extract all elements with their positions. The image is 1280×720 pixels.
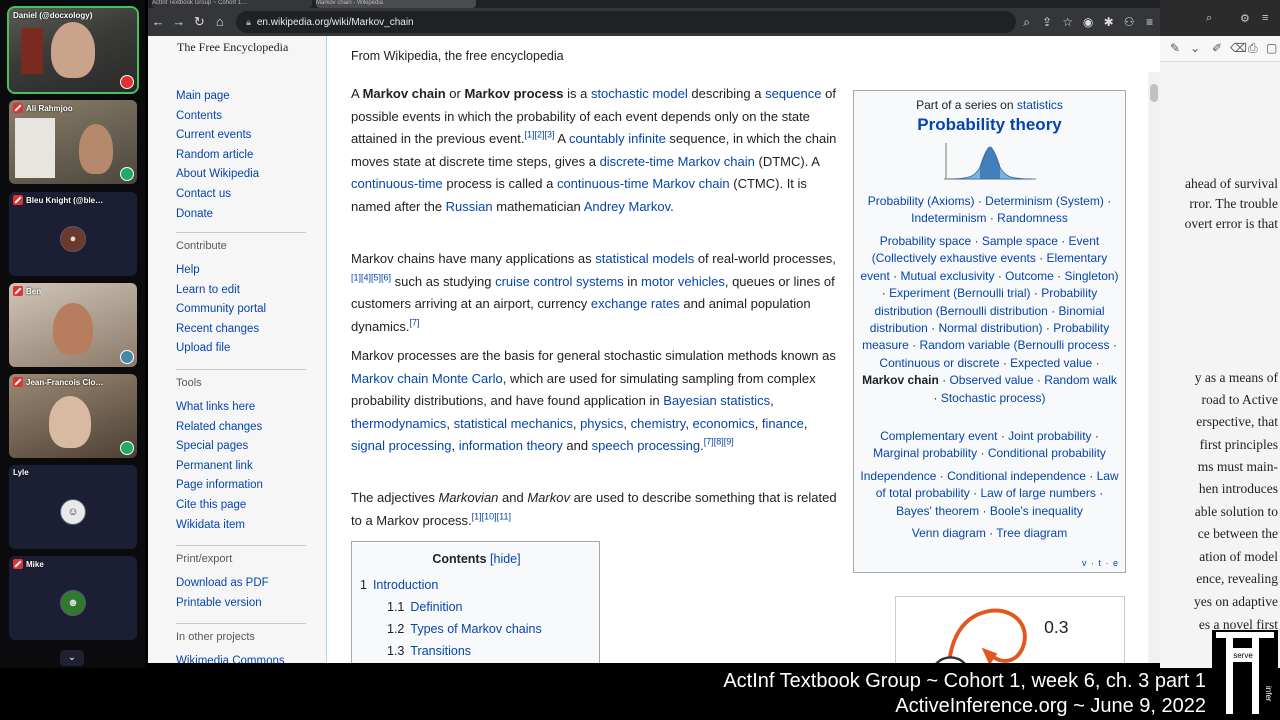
mic-muted-icon [13, 377, 23, 387]
chevron-down-icon[interactable]: ⌄ [60, 650, 84, 666]
avatar: ☻ [60, 590, 86, 616]
pdf-text-line: hen introduces [1198, 481, 1278, 496]
mic-muted-icon [13, 286, 23, 296]
article-paragraph: A Markov chain or Markov process is a stochastic model describing a sequence of possible events in which the probability of each event depends only on the state attained in the previous event.[1][2][3] A countably infinite sequence, in which the chain moves state at discrete time steps, gives a discrete-time Markov chain (DTMC). A continuous-time process is called a continuous-time Markov chain (CTMC). It is named after the Russian mathematician Andrey Markov. [351, 86, 837, 214]
sidebar-link[interactable]: Help [176, 264, 200, 276]
mic-muted-icon [13, 195, 23, 205]
article-link[interactable]: Bayesian statistics [663, 393, 771, 408]
share-icon[interactable]: ⇪ [1042, 15, 1053, 29]
wiki-logo-subtitle: The Free Encyclopedia [177, 40, 289, 54]
article-link[interactable]: economics [692, 415, 755, 431]
article-link[interactable]: Andrey Markov [583, 198, 671, 214]
article-link[interactable]: discrete-time Markov chain [599, 153, 755, 169]
article-link[interactable]: signal processing [351, 438, 452, 453]
participant-tile[interactable] [9, 556, 137, 640]
sidebar-link[interactable]: Recent changes [176, 322, 260, 335]
infobox-link[interactable]: Stochastic process) [940, 390, 1046, 405]
infobox-link[interactable]: Venn diagram [911, 526, 986, 540]
participant-name: Ben [13, 286, 41, 296]
menu-icon[interactable]: ≡ [1146, 15, 1154, 29]
infobox-link[interactable]: Elementary event [860, 251, 1108, 283]
article-link[interactable]: exchange rates [590, 296, 680, 311]
article-link[interactable]: chemistry [630, 415, 686, 431]
participant-tile[interactable] [9, 100, 137, 184]
pdf-text-line: erspective, that [1196, 414, 1278, 429]
article-link[interactable]: cruise control systems [495, 273, 624, 289]
status-badge [120, 350, 134, 364]
logo-text: act [1216, 689, 1225, 700]
sidebar-link[interactable]: Upload file [176, 342, 231, 355]
article-link[interactable]: physics [580, 415, 624, 431]
nav-separator [176, 623, 306, 624]
video-caption [600, 668, 1206, 720]
sidebar-link[interactable]: Contents [176, 109, 223, 122]
participant-tile[interactable] [9, 8, 137, 92]
infobox-link[interactable]: Outcome [1005, 268, 1054, 283]
article-link[interactable]: Markov chain Monte Carlo [351, 370, 503, 386]
infobox-link[interactable]: Normal distribution) [938, 321, 1043, 336]
infobox-link[interactable]: Tree diagram [996, 526, 1068, 540]
infobox-link[interactable]: Event [1068, 234, 1100, 248]
browser-tab-active[interactable]: Markov chain - Wikipedia [316, 0, 476, 8]
sidebar-link[interactable]: Main page [176, 90, 230, 102]
extensions-icon[interactable]: ✱ [1103, 15, 1114, 29]
participant-tile[interactable] [9, 374, 137, 458]
infobox-link[interactable]: Indeterminism [911, 211, 987, 226]
sidebar-link[interactable]: Related changes [176, 420, 263, 433]
infobox-link[interactable]: Probability (Axioms) [867, 194, 975, 208]
participant-tile[interactable] [9, 465, 137, 549]
url-text: en.wikipedia.org/wiki/Markov_chain [256, 16, 414, 28]
article-content [326, 36, 1148, 663]
table-of-contents [351, 541, 600, 663]
home-icon[interactable]: ⌂ [215, 14, 224, 29]
sidebar-link[interactable]: Donate [176, 207, 214, 220]
vte-links[interactable]: v · t · e [1081, 558, 1119, 568]
infobox-link[interactable]: Binomial distribution [869, 303, 1105, 336]
article-link[interactable]: thermodynamics [351, 415, 447, 431]
article-link[interactable]: sequence [765, 86, 822, 101]
sidebar-link[interactable]: Learn to edit [176, 283, 240, 296]
participant-name: Ali Rahmjoo [13, 103, 73, 113]
pdf-text-line: y as a means of [1194, 370, 1278, 385]
participant-name: Lyle [13, 468, 29, 477]
infobox-link[interactable]: Complementary event [880, 429, 998, 443]
infobox-link[interactable]: Probability measure [862, 321, 1110, 353]
article-link[interactable]: statistical models [595, 251, 695, 266]
sidebar-link[interactable]: Wikidata item [176, 518, 246, 531]
sidebar-link[interactable]: Download as PDF [176, 577, 269, 589]
save-icon[interactable]: ▢ [1266, 41, 1278, 55]
caption-line-1: ActInf Textbook Group ~ Cohort 1, week 6, ch. 3 part 1 [723, 670, 1206, 692]
pdf-text-line: ahead of survival [1185, 176, 1278, 191]
article-paragraph: Markov chains have many applications as statistical models of real-world processes,[1][4][5][6] such as studying cruise control systems in motor vehicles, queues or lines of customers arriving at an airport, currency exchange rates and animal population dynamics.[7] [351, 251, 836, 334]
status-badge [120, 75, 134, 89]
menu-icon[interactable]: ≡ [1262, 12, 1269, 24]
article-link[interactable]: stochastic model [590, 86, 688, 101]
article-tagline: From Wikipedia, the free encyclopedia [351, 49, 564, 63]
participant-tile[interactable] [9, 192, 137, 276]
active-inference-logo [1212, 630, 1278, 718]
article-link[interactable]: speech processing [591, 438, 701, 453]
infobox-link[interactable]: Boole's inequality [989, 503, 1083, 518]
infobox-link[interactable]: Experiment (Bernoulli trial) [889, 286, 1031, 301]
article-paragraph: The adjectives Markovian and Markov are used to describe something that is related to a Markov process.[1][10][11] [351, 490, 837, 528]
infobox-title[interactable]: Probability theory [917, 115, 1062, 134]
sidebar-link[interactable]: Cite this page [176, 499, 247, 511]
nav-section-heading: Tools [176, 377, 202, 389]
toc-item[interactable]: 1.1 Definition [387, 600, 463, 614]
participant-video [51, 22, 95, 78]
sidebar-link[interactable]: Contact us [176, 188, 231, 200]
logo-text: serve [1233, 651, 1253, 660]
pdf-text-line: ence, revealing [1196, 571, 1278, 586]
toc-item[interactable]: 1 Introduction [360, 578, 439, 592]
pdf-text-line: first principles [1199, 437, 1278, 452]
address-bar[interactable] [236, 11, 1016, 33]
infobox-probability-theory [853, 90, 1126, 573]
pdf-text-line: ce between the [1197, 526, 1278, 541]
sidebar-link[interactable]: About Wikipedia [176, 168, 260, 181]
pdf-text-line: ation of model [1199, 549, 1278, 564]
nav-section-heading: Contribute [176, 240, 227, 252]
infobox-links: Probability space · Sample space · Event (Collectively exhaustive events · Elementary event · Mutual exclusivity · Outcome · Singleton) · Experiment (Bernoulli trial) · Probability distribution (Bernoulli distribution · Binomial distribution · Normal distribution) · Probability measure · Random variable (Bernoulli process · Continuous or discrete · Expected value · Markov chain · Observed value · Random walk · Stochastic process) [860, 234, 1119, 405]
article-paragraph: Markov processes are the basis for general stochastic simulation methods known as Markov chain Monte Carlo, which are used for simulating sampling from complex probability distributions, and have found application in Bayesian statistics, thermodynamics, statistical mechanics, physics, chemistry, economics, finance, signal processing, information theory and speech processing.[7][8][9] [351, 348, 836, 453]
infobox-link[interactable]: Determinism (System) [985, 194, 1104, 208]
reload-icon[interactable]: ↻ [193, 14, 205, 29]
infobox-link[interactable]: (Collectively exhaustive events [871, 251, 1036, 266]
article-link[interactable]: Russian [445, 198, 493, 214]
mic-muted-icon [13, 559, 23, 569]
mic-muted-icon [13, 103, 23, 113]
participant-video [53, 303, 93, 355]
erase-icon[interactable]: ⌫ [1230, 41, 1247, 55]
infobox-link[interactable]: Probability space [879, 234, 972, 248]
normal-distribution-icon [940, 139, 1040, 185]
lock-icon: 🔒︎ [246, 16, 251, 27]
participant-name: Mike [13, 559, 44, 569]
draw-icon[interactable]: ✐ [1212, 41, 1223, 55]
pdf-text-line: road to Active [1201, 392, 1278, 407]
article-link[interactable]: continuous-time Markov chain [556, 176, 730, 191]
sidebar-link[interactable]: What links here [176, 401, 256, 413]
participant-video [49, 396, 91, 448]
infobox-link[interactable]: Conditional independence [947, 469, 1086, 483]
sidebar-link[interactable]: Page information [176, 479, 263, 492]
browser-tab[interactable]: ActInf Textbook Group ~ Cohort 1… [152, 0, 312, 8]
avatar: ☺ [60, 499, 86, 525]
toc-item[interactable]: 1.3 Transitions [387, 644, 472, 658]
sidebar-link[interactable]: Current events [176, 129, 252, 142]
zoom-icon[interactable]: ⌕ [1023, 15, 1030, 29]
participant-name: Jean-Francois Clo… [13, 377, 103, 387]
highlight-icon[interactable]: ✎ [1170, 41, 1181, 55]
markov-diagram-image[interactable] [895, 596, 1125, 663]
participant-name: Daniel (@docxology) [13, 11, 93, 20]
infobox-link[interactable]: Random variable (Bernoulli process [919, 338, 1110, 353]
pdf-text-line: yes on adaptive [1194, 594, 1278, 609]
toc-hide-link[interactable]: [hide] [490, 552, 521, 566]
infobox-link[interactable]: Bayes' theorem [896, 503, 980, 518]
infobox-link[interactable]: Randomness [997, 211, 1068, 226]
settings-icon[interactable]: ⚙ [1240, 13, 1250, 25]
infobox-link[interactable]: Random walk [1044, 373, 1117, 388]
bookmark-star-icon[interactable]: ☆ [1062, 15, 1073, 29]
print-icon[interactable]: ⎙ [1248, 41, 1258, 55]
infobox-links: Probability (Axioms) · Determinism (System) · Indeterminism · Randomness [867, 194, 1112, 226]
participant-video [15, 118, 55, 178]
nav-separator [176, 545, 306, 546]
sidebar-link[interactable]: Community portal [176, 303, 267, 316]
participant-name: Bleu Knight (@ble… [13, 195, 103, 205]
tab-bar [148, 0, 1160, 8]
infobox-link[interactable]: Sample space [981, 234, 1058, 248]
infobox-link[interactable]: Probability distribution (Bernoulli distribution [874, 286, 1098, 318]
article-link[interactable]: information theory [458, 438, 563, 453]
pdf-titlebar [1160, 0, 1280, 36]
infobox-link[interactable]: Law of large numbers [980, 486, 1096, 501]
infobox-link[interactable]: Expected value [1010, 355, 1093, 370]
scrollbar-thumb[interactable] [1150, 84, 1158, 102]
status-badge [120, 441, 134, 455]
profile-icon[interactable]: ◉ [1082, 15, 1094, 29]
infobox-links: Independence · Conditional independence · Law of total probability · Law of large numbers · Bayes' theorem · Boole's inequality [860, 469, 1119, 518]
infobox-link[interactable]: Observed value [949, 373, 1034, 388]
toc-title: Contents [hide] [432, 552, 521, 566]
infobox-link[interactable]: Singleton) [1064, 268, 1119, 283]
pdf-viewer-window [1160, 0, 1280, 668]
pdf-text-line: es a novel first [1198, 617, 1278, 632]
forward-icon[interactable]: → [172, 14, 186, 29]
pdf-text-line: ms must main- [1197, 459, 1278, 474]
infobox-link[interactable]: Conditional probability [987, 446, 1106, 461]
infobox-link[interactable]: Continuous or discrete [879, 355, 1000, 370]
toc-item[interactable]: 1.2 Types of Markov chains [387, 622, 542, 636]
infobox-series: Part of a series on statistics [916, 98, 1063, 112]
sidebar-link[interactable]: Random article [176, 148, 254, 161]
infobox-link[interactable]: Independence [860, 469, 937, 483]
wiki-sidebar [148, 36, 326, 663]
infobox-link[interactable]: Mutual exclusivity [900, 268, 995, 283]
account-icon[interactable]: ⚇ [1123, 15, 1135, 29]
article-link[interactable]: continuous-time [351, 176, 443, 191]
participant-tile[interactable] [9, 283, 137, 367]
browser-window [148, 0, 1160, 663]
participant-video [79, 124, 113, 174]
nav-separator [176, 232, 306, 233]
chevron-down-icon[interactable]: ⌄ [1190, 41, 1201, 55]
back-icon[interactable]: ← [151, 14, 165, 29]
avatar: ● [60, 226, 86, 252]
pdf-toolbar [1160, 36, 1280, 62]
article-link[interactable]: motor vehicles [641, 273, 725, 289]
participant-video [21, 28, 43, 74]
pdf-text-line: able solution to [1194, 504, 1278, 519]
pdf-text-line: overt error is that [1184, 216, 1278, 231]
article-link[interactable]: statistics [1016, 98, 1063, 112]
article-link[interactable]: finance [761, 415, 804, 431]
nav-section-heading: In other projects [176, 631, 255, 643]
infobox-link[interactable]: Joint probability [1008, 429, 1092, 443]
browser-toolbar [148, 8, 1160, 36]
sidebar-link[interactable]: Wikimedia Commons [176, 655, 285, 663]
transition-probability-label: 0.3 [1044, 617, 1069, 638]
sidebar-link[interactable]: Special pages [176, 440, 249, 453]
wiki-page [148, 36, 1160, 663]
infobox-link[interactable]: Marginal probability [873, 446, 978, 461]
nav-separator [176, 369, 306, 370]
infobox-links: Venn diagram · Tree diagram [911, 526, 1068, 540]
nav-section-heading: Print/export [176, 553, 233, 565]
article-link[interactable]: statistical mechanics [453, 415, 573, 431]
sidebar-link[interactable]: Permanent link [176, 459, 253, 472]
logo-text: infer [1264, 686, 1273, 702]
participant-panel [0, 0, 145, 668]
search-icon[interactable]: ⌕ [1206, 12, 1213, 24]
infobox-links: Complementary event · Joint probability · Marginal probability · Conditional probability [873, 429, 1106, 461]
page-scrollbar[interactable] [1148, 72, 1160, 663]
infobox-link[interactable]: Law of total probability [875, 469, 1119, 501]
pdf-text-line: rror. The trouble [1189, 196, 1278, 211]
sidebar-link[interactable]: Printable version [176, 596, 262, 609]
article-link[interactable]: countably infinite [568, 131, 666, 146]
status-badge [120, 167, 134, 181]
caption-line-2: ActiveInference.org ~ June 9, 2022 [895, 695, 1206, 717]
